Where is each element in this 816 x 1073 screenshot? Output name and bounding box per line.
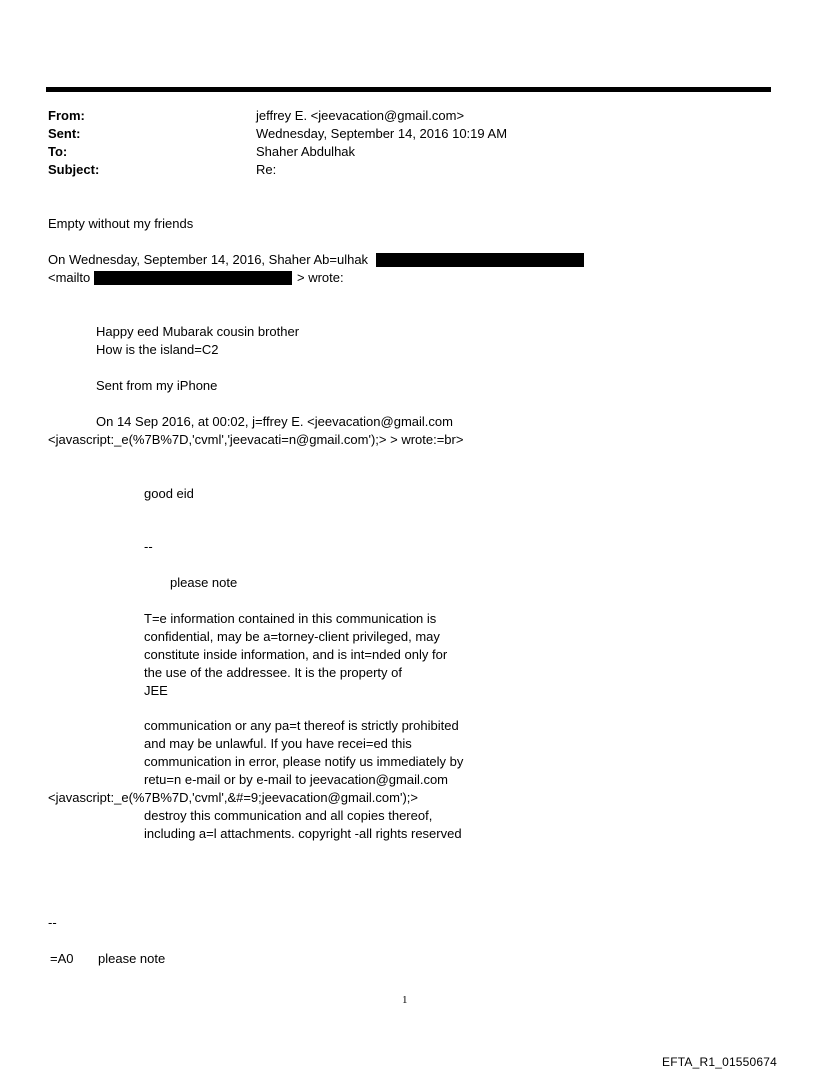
sent-value: Wednesday, September 14, 2016 10:19 AM xyxy=(256,126,508,141)
page-number: 1 xyxy=(402,994,408,1006)
quote2-line1: On 14 Sep 2016, at 00:02, j=ffrey E. <jeevacation@gmail.com xyxy=(96,414,453,429)
from-label: From: xyxy=(48,108,85,123)
quote1-line1: On Wednesday, September 14, 2016, Shaher Ab=ulhak xyxy=(48,252,369,267)
disclaimer-line: constitute inside information, and is int=nded only for xyxy=(144,647,448,662)
disclaimer-line: T=e information contained in this communication is xyxy=(144,611,437,626)
disclaimer-line: communication or any pa=t thereof is strictly prohibited xyxy=(144,718,459,733)
to-label: To: xyxy=(48,144,68,159)
redaction-bar xyxy=(376,253,584,267)
bottom-note: please note xyxy=(98,951,166,966)
redaction-bar xyxy=(94,271,292,285)
header-rule xyxy=(46,87,771,92)
quote1-line2-start: <mailto xyxy=(48,270,91,285)
disclaimer-line: confidential, may be a=torney-client privileged, may xyxy=(144,629,440,644)
msg2-note: please note xyxy=(170,575,238,590)
reply-text: Empty without my friends xyxy=(48,216,194,231)
disclaimer-line: destroy this communication and all copies thereof, xyxy=(144,808,433,823)
bottom-prefix: =A0 xyxy=(50,951,74,966)
from-value: jeffrey E. <jeevacation@gmail.com> xyxy=(256,108,465,123)
msg1-line1: Happy eed Mubarak cousin brother xyxy=(96,324,300,339)
disclaimer-line: communication in error, please notify us immediately by xyxy=(144,754,464,769)
subject-label: Subject: xyxy=(48,162,100,177)
disclaimer-js-link: <javascript:_e(%7B%7D,'cvml',&#=9;jeevacation@gmail.com');> xyxy=(48,790,418,805)
msg1-line2: How is the island=C2 xyxy=(96,342,219,357)
disclaimer-line: retu=n e-mail or by e-mail to jeevacation@gmail.com xyxy=(144,772,449,787)
sent-label: Sent: xyxy=(48,126,81,141)
subject-value: Re: xyxy=(256,162,277,177)
msg2-text: good eid xyxy=(144,486,194,501)
msg2-separator: -- xyxy=(144,539,153,554)
disclaimer-line: and may be unlawful. If you have recei=ed this xyxy=(144,736,412,751)
disclaimer-line: the use of the addressee. It is the property of xyxy=(144,665,402,680)
bottom-separator: -- xyxy=(48,915,57,930)
disclaimer-line: including a=l attachments. copyright -all rights reserved xyxy=(144,826,462,841)
quote2-line2: <javascript:_e(%7B%7D,'cvml','jeevacati=n@gmail.com');> > wrote:=br> xyxy=(48,432,464,447)
document-id: EFTA_R1_01550674 xyxy=(662,1055,778,1069)
to-value: Shaher Abdulhak xyxy=(256,144,356,159)
msg1-signature: Sent from my iPhone xyxy=(96,378,218,393)
disclaimer-line: JEE xyxy=(144,683,168,698)
quote1-line2-end: > wrote: xyxy=(297,270,344,285)
